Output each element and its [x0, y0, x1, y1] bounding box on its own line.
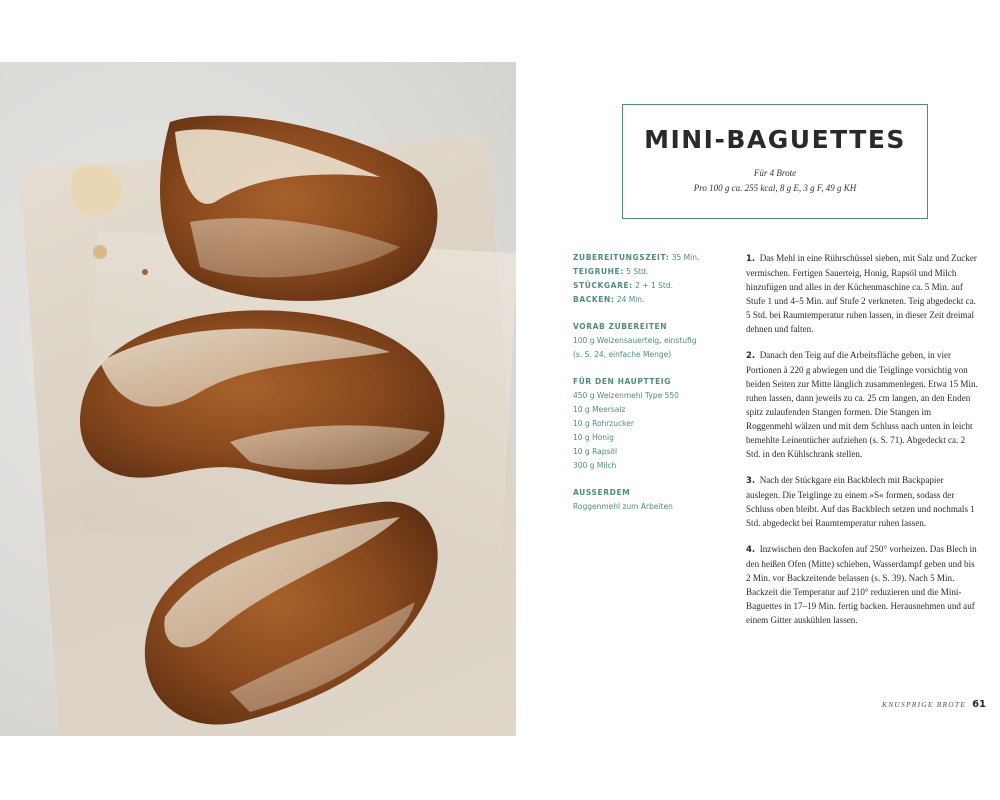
ingredient-line: 10 g Rohrzucker [573, 419, 634, 428]
main-dough-section [573, 375, 738, 473]
time-label: BACKEN: [573, 295, 615, 304]
ingredient-line: 300 g Milch [573, 461, 617, 470]
baguette-bottom [145, 502, 438, 725]
step-text: Danach den Teig auf die Arbeitsfläche geben, in vier Portionen à 220 g abwiegen und die Teiglinge vorsichtig von beiden Seiten zur Mitte länglich zusammenlegen. Etwa 15 Min. ruhen lassen, dann jeweils zu ca. 25 cm langen, an den Enden spitz zulaufenden Stangen formen. Die Stangen im Roggenmehl wälzen und mit dem Schluss nach unten in leicht bemehlte Leinentücher aufziehen (s. S. 71). Abgedeckt ca. 2 Std. in den Kühlschrank stellen. [746, 350, 978, 459]
time-value: 2 + 1 Std. [632, 281, 674, 290]
time-row [573, 279, 738, 293]
step-number: 2. [746, 351, 756, 361]
section-heading: FÜR DEN HAUPTTEIG [573, 377, 671, 386]
step-1 [746, 251, 978, 336]
ingredient-line: 10 g Honig [573, 433, 614, 442]
time-label: ZUBEREITUNGSZEIT: [573, 253, 670, 262]
time-value: 5 Std. [623, 267, 649, 276]
step-number: 3. [746, 476, 756, 486]
step-text: Inzwischen den Backofen auf 250° vorheizen. Das Blech in den heißen Ofen (Mitte) schieben, Wasserdampf geben und bis 2 Min. vor Backzeitende belassen (s. S. 39). Nach 5 Min. Backzeit die Temperatur auf 210° reduzieren und die Mini-Baguettes in 17–19 Min. fertig backen. Herausnehmen und auf einem Gitter auskühlen lassen. [746, 544, 977, 625]
prep-section [573, 320, 738, 362]
section-heading: VORAB ZUBEREITEN [573, 322, 668, 331]
section-heading: AUSSERDEM [573, 488, 631, 497]
ingredient-line: Roggenmehl zum Arbeiten [573, 502, 673, 511]
crumb-piece [71, 165, 122, 216]
ingredient-line: 10 g Rapsöl [573, 447, 618, 456]
step-number: 1. [746, 254, 756, 264]
page-number: 61 [972, 699, 986, 710]
time-row [573, 251, 738, 265]
time-row [573, 265, 738, 279]
time-value: 24 Min. [614, 295, 645, 304]
ingredients-column [573, 251, 738, 527]
ingredient-line: 450 g Weizenmehl Type 550 [573, 391, 679, 400]
footer-section: KNUSPRIGE BROTE [882, 700, 967, 709]
step-number: 4. [746, 545, 756, 555]
step-text: Nach der Stückgare ein Backblech mit Backpapier auslegen. Die Teiglinge zu einem »S« formen, sodass der Schluss oben bleibt. Auf das Backblech setzen und nochmals 1 Std. abgedeckt bei Raumtemperatur ruhen lassen. [746, 475, 975, 528]
recipe-title: MINI-BAGUETTES [644, 125, 906, 154]
step-2 [746, 348, 978, 461]
time-row [573, 293, 738, 307]
bread-photo [0, 62, 516, 736]
time-label: STÜCKGARE: [573, 281, 633, 290]
ingredient-line: (s. S. 24, einfache Menge) [573, 350, 672, 359]
time-label: TEIGRUHE: [573, 267, 624, 276]
page-footer [882, 692, 986, 711]
step-3 [746, 473, 978, 530]
time-info [573, 251, 738, 307]
step-text: Das Mehl in eine Rührschüssel sieben, mit Salz und Zucker vermischen. Fertigen Sauerteig, Honig, Rapsöl und Milch hinzufügen und alles in der Küchenmaschine ca. 5 Min. auf Stufe 1 und 4–5 Min. auf Stufe 2 verkneten. Teig abgedeckt ca. 5 Std. bei Raumtemperatur ruhen lassen, in dieser Zeit dreimal dehnen und falten. [746, 253, 977, 334]
ingredient-line: 100 g Weizensauerteig, einstufig [573, 336, 697, 345]
method-column [746, 251, 978, 639]
ingredient-line: 10 g Meersalz [573, 405, 626, 414]
crumb [142, 269, 148, 275]
recipe-yield: Für 4 Brote [753, 168, 797, 178]
baguettes-illustration [0, 62, 516, 736]
extra-section [573, 486, 738, 514]
recipe-nutrition: Pro 100 g ca. 255 kcal, 8 g E, 3 g F, 49 g KH [693, 183, 857, 193]
baguette-top [160, 116, 437, 301]
recipe-meta [623, 166, 927, 196]
crumb [93, 245, 107, 259]
time-value: 35 Min. [669, 253, 700, 262]
recipe-title-box [622, 104, 928, 219]
baguette-middle [80, 310, 444, 484]
step-4 [746, 542, 978, 627]
